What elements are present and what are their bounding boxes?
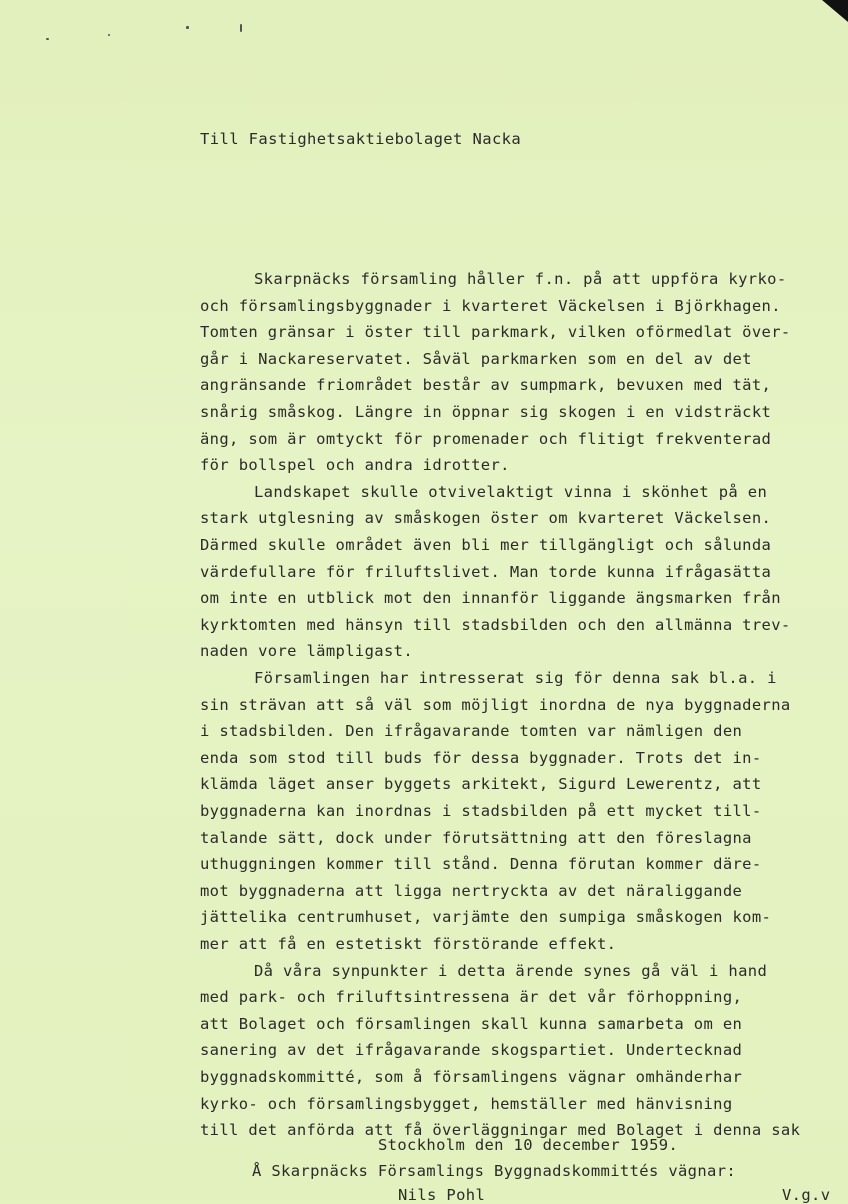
body-line: att Bolaget och församlingen skall kunna samarbeta om en — [200, 1015, 743, 1033]
body-line: enda som stod till buds för dessa byggnader. Trots det in- — [200, 749, 762, 767]
body-line: sanering av det ifrågavarande skogspartiet. Undertecknad — [200, 1041, 743, 1059]
body-line: sin strävan att så väl som möjligt inordna de nya byggnaderna — [200, 696, 791, 714]
body-line: i stadsbilden. Den ifrågavarande tomten var nämligen den — [200, 722, 743, 740]
body-line: Då våra synpunkter i detta ärende synes gå väl i hand — [254, 962, 768, 980]
body-line: mot byggnaderna att ligga nertryckta av det näraliggande — [200, 882, 743, 900]
signoff-line: Å Skarpnäcks Församlings Byggnadskommittés vägnar: — [252, 1162, 737, 1180]
body-line: byggnadskommitté, som å församlingens vägnar omhänderhar — [200, 1068, 743, 1086]
body-line: Församlingen har intresserat sig för denna sak bl.a. i — [254, 669, 777, 687]
body-line: och församlingsbyggnader i kvarteret Väckelsen i Björkhagen. — [200, 297, 781, 315]
body-line: naden vore lämpligast. — [200, 642, 413, 660]
body-line: snårig småskog. Längre in öppnar sig skogen i en vidsträckt — [200, 403, 772, 421]
paper-speck — [240, 24, 242, 32]
body-line: går i Nackareservatet. Såväl parkmarken som en del av det — [200, 350, 752, 368]
body-line: om inte en utblick mot den innanför liggande ängsmarken från — [200, 589, 781, 607]
body-line: kyrko- och församlingsbygget, hemställer med hänvisning — [200, 1095, 733, 1113]
paper-speck — [108, 34, 110, 36]
body-line: uthuggningen kommer till stånd. Denna förutan kommer däre- — [200, 855, 762, 873]
body-line: mer att få en estetiskt förstörande effekt. — [200, 935, 617, 953]
signatory-right: V.g.v — [782, 1186, 831, 1204]
addressee-line: Till Fastighetsaktiebolaget Nacka — [200, 130, 522, 148]
body-line: med park- och friluftsintressena är det vår förhoppning, — [200, 988, 743, 1006]
paper-speck — [46, 38, 49, 40]
body-line: äng, som är omtyckt för promenader och flitigt frekventerad — [200, 430, 772, 448]
body-line: jättelika centrumhuset, varjämte den sumpiga småskogen kom- — [200, 908, 772, 926]
body-line: talande sätt, dock under förutsättning att den föreslagna — [200, 829, 752, 847]
body-line: för bollspel och andra idrotter. — [200, 456, 510, 474]
body-line: kyrktomten med hänsyn till stadsbilden och den allmänna trev- — [200, 616, 791, 634]
page-corner-shadow — [822, 0, 848, 22]
body-line: värdefullare för friluftslivet. Man torde kunna ifrågasätta — [200, 563, 772, 581]
body-line: till det anförda att få överläggningar med Bolaget i denna sak — [200, 1121, 801, 1139]
body-line: Skarpnäcks församling håller f.n. på att uppföra kyrko- — [254, 270, 787, 288]
body-line: Därmed skulle området även bli mer tillgängligt och sålunda — [200, 536, 772, 554]
paper-speck — [186, 26, 189, 29]
signatory-name: Nils Pohl — [398, 1186, 486, 1204]
body-line: angränsande friområdet består av sumpmark, bevuxen med tät, — [200, 376, 772, 394]
body-line: byggnaderna kan inordnas i stadsbilden på ett mycket till- — [200, 802, 762, 820]
body-line: Tomten gränsar i öster till parkmark, vilken oförmedlat över- — [200, 323, 791, 341]
body-line: Landskapet skulle otvivelaktigt vinna i skönhet på en — [254, 483, 768, 501]
date-line: Stockholm den 10 december 1959. — [378, 1136, 679, 1154]
body-line: klämda läget anser byggets arkitekt, Sigurd Lewerentz, att — [200, 775, 762, 793]
body-line: stark utglesning av småskogen öster om kvarteret Väckelsen. — [200, 509, 772, 527]
